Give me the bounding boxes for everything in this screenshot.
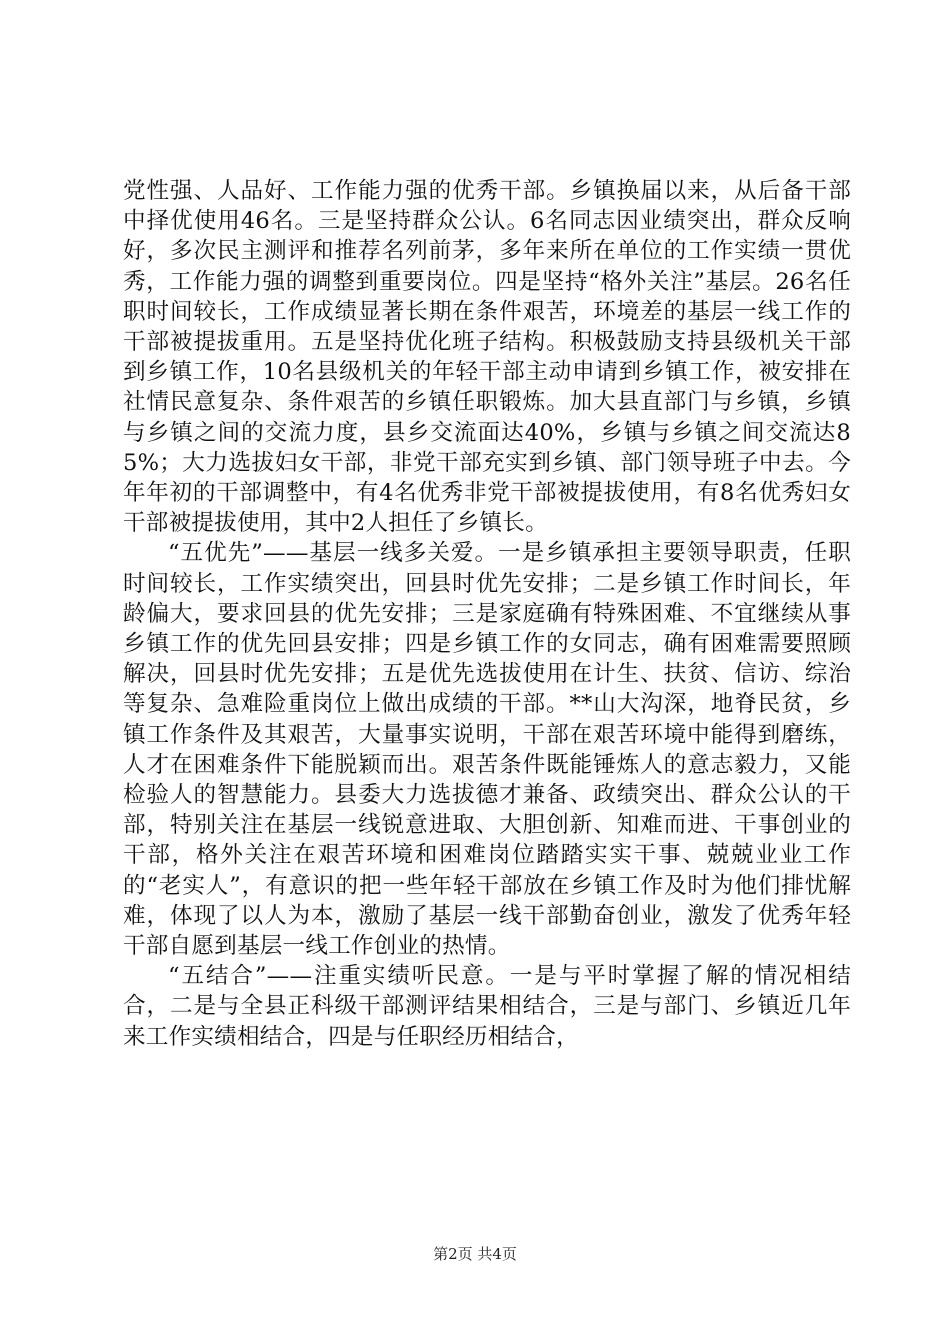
page-number: 第2页 共4页 — [433, 1245, 517, 1263]
paragraph-3: “五结合”——注重实绩听民意。一是与平时掌握了解的情况相结合，二是与全县正科级干部测评结果相结合，三是与部门、乡镇近几年来工作实绩相结合，四是与任职经历相结合， — [123, 963, 851, 1050]
paragraph-1: 党性强、人品好、工作能力强的优秀干部。乡镇换届以来，从后备干部中择优使用46名。三是坚持群众公认。6名同志因业绩突出，群众反响好，多次民主测评和推荐名列前茅，多年来所在单位的工作实绩一贯优秀，工作能力强的调整到重要岗位。四是坚持“格外关注”基层。26名任职时间较长，工作成绩显著长期在条件艰苦，环境差的基层一线工作的干部被提拔重用。五是坚持优化班子结构。积极鼓励支持县级机关干部到乡镇工作，10名县级机关的年轻干部主动申请到乡镇工作，被安排在社情民意复杂、条件艰苦的乡镇任职锻炼。加大县直部门与乡镇，乡镇与乡镇之间的交流力度，县乡交流面达40%，乡镇与乡镇之间交流达85%；大力选拔妇女干部，非党干部充实到乡镇、部门领导班子中去。今年年初的干部调整中，有4名优秀非党干部被提拔使用，有8名优秀妇女干部被提拔使用，其中2人担任了乡镇长。 — [123, 178, 851, 537]
paragraph-2: “五优先”——基层一线多关爱。一是乡镇承担主要领导职责，任职时间较长，工作实绩突出，回县时优先安排；二是乡镇工作时间长，年龄偏大，要求回县的优先安排；三是家庭确有特殊困难、不宜继续从事乡镇工作的优先回县安排；四是乡镇工作的女同志，确有困难需要照顾解决，回县时优先安排；五是优先选拔使用在计生、扶贫、信访、综治等复杂、急难险重岗位上做出成绩的干部。**山大沟深，地脊民贫，乡镇工作条件及其艰苦，大量事实说明，干部在艰苦环境中能得到磨练，人才在困难条件下能脱颖而出。艰苦条件既能锤炼人的意志毅力，又能检验人的智慧能力。县委大力选拔德才兼备、政绩突出、群众公认的干部，特别关注在基层一线锐意进取、大胆创新、知难而进、干事创业的干部，格外关注在艰苦环境和困难岗位踏踏实实干事、兢兢业业工作的“老实人”，有意识的把一些年轻干部放在乡镇工作及时为他们排忧解难，体现了以人为本，激励了基层一线干部勤奋创业，激发了优秀年轻干部自愿到基层一线工作创业的热情。 — [123, 540, 851, 960]
document-body — [123, 176, 851, 1052]
page-footer — [0, 1244, 950, 1264]
